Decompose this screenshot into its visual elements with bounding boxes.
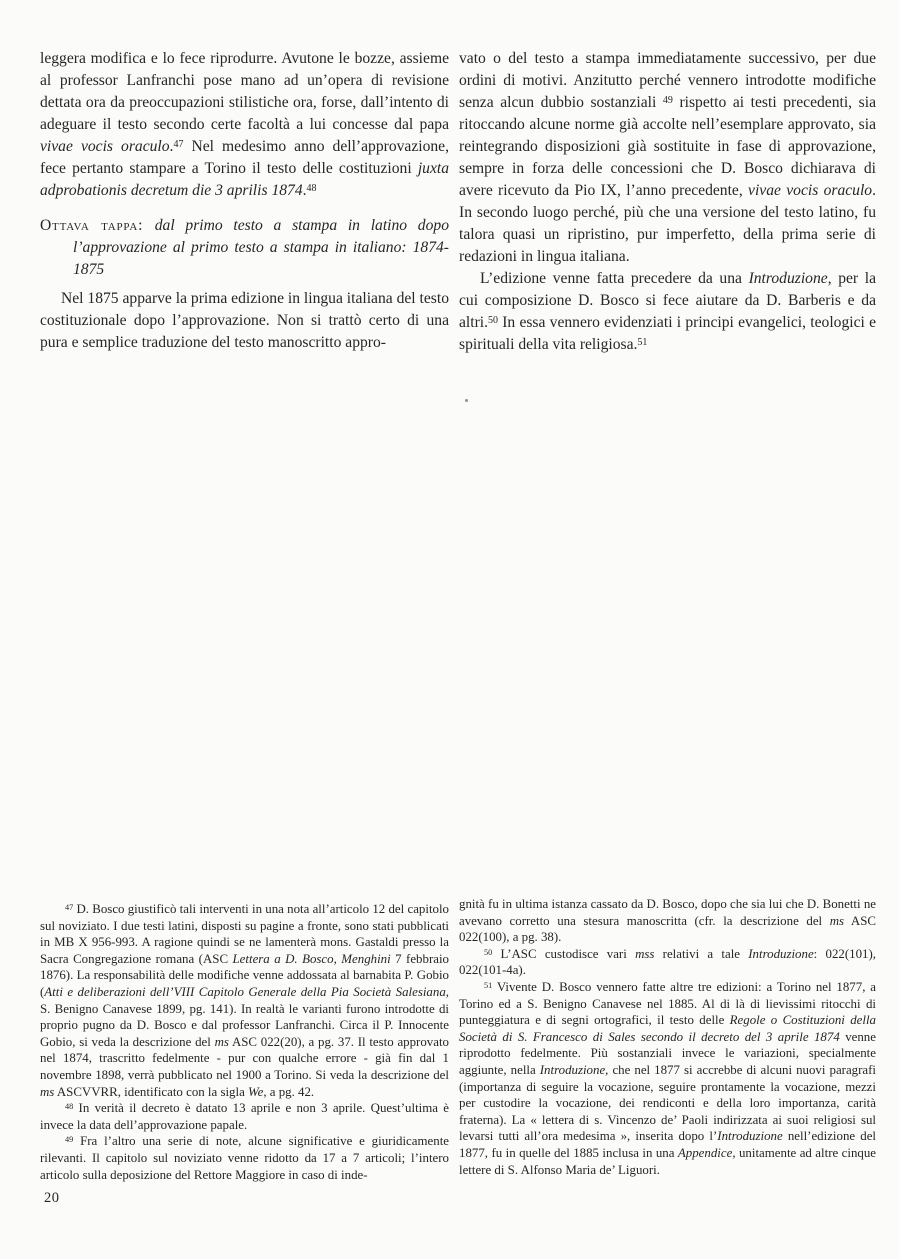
footnote-50: $^{50}$ L’ASC custodisce vari mss relativi a tale Introduzione: 022(101), 022(101-4a). [459, 946, 876, 978]
footnote-reference: 49 [662, 95, 673, 107]
footnote-48: $^{48}$ In verità il decreto è datato 13 aprile e non 3 aprile. Quest’ultima è invece la data dell’approvazione papale. [40, 1101, 449, 1132]
footnote-49: $^{49}$ Fra l’altro una serie di note, alcune significative e giuridicamente rilevanti. Il capitolo sul noviziato venne ridotto da 17 a 7 articoli; l’intero articolo sulla deposizione del Rettore Maggiore in caso di inde- [40, 1134, 449, 1182]
main-text-right-column [459, 48, 876, 356]
main-text-left-column [40, 48, 449, 354]
footnotes-right-column [459, 896, 876, 1178]
page-number: 20 [44, 1190, 60, 1206]
paragraph-continuation: vato o del testo a stampa immediatamente successivo, per due ordini di motivi. Anzitutto perché vennero introdotte modifiche senza alcun dubbio sostanziali $^{49}$ rispetto ai testi precedenti, sia ritoccando alcune norme già accolte nell’esemplare approvato, sia reintegrando disposizioni già sostituite in fase di approvazione, sempre in forza delle concessioni che D. Bosco dichiarava di avere ricevuto da Pio IX, l’anno precedente, vivae vocis oraculo. In secondo luogo perché, più che una versione del testo latino, fu talora quasi un ripristino, pur imperfetto, della prima serie di redazioni in lingua italiana. [459, 50, 876, 265]
footnote-49-continuation: gnità fu in ultima istanza cassato da D. Bosco, dopo che sia lui che D. Bonetti ne avevano corretto una stesura manoscritta (cfr. la descrizione del ms ASC 022(100), a pg. 38). [459, 897, 876, 945]
footnote-reference: 50 [484, 947, 493, 957]
footnote-reference: 51 [484, 980, 493, 990]
footnote-reference: 49 [65, 1135, 74, 1145]
scan-speck [465, 399, 468, 402]
footnote-reference: 48 [306, 183, 317, 195]
footnote-reference: 48 [65, 1102, 74, 1111]
footnote-reference: 50 [488, 315, 498, 327]
section-heading: Ottava tappa: dal primo testo a stampa in latino dopo l’approvazione al primo testo a stampa in italiano: 1874-1875 [40, 217, 449, 278]
footnote-reference: 47 [173, 139, 184, 151]
footnote-47: $^{47}$ D. Bosco giustificò tali interventi in una nota all’articolo 12 del capitolo sul noviziato. I due testi latini, disposti su pagine a fronte, sono stati pubblicati in MB X 956-993. A ragione quindi se ne lamenterà mons. Gastaldi presso la Sacra Congregazione romana (ASC Lettera a D. Bosco, Menghini 7 febbraio 1876). La responsabilità delle modifiche venne addossata al barnabita P. Gobio (Atti e deliberazioni dell’VIII Capitolo Generale della Pia Società Salesiana, S. Benigno Canavese 1899, pg. 141). In realtà le varianti furono introdotte di proprio pugno da D. Bosco e dal professor Lanfranchi. Circa il P. Innocente Gobio, si veda la descrizione del ms ASC 022(20), a pg. 37. Il testo approvato nel 1874, trascritto fedelmente - pur con qualche errore - già fin dal 1 novembre 1898, verrà pubblicato nel 1900 a Torino. Si veda la descrizione del ms ASCVVRR, identificato con la sigla We, a pg. 42. [40, 902, 449, 1099]
footnote-51: $^{51}$ Vivente D. Bosco vennero fatte altre tre edizioni: a Torino nel 1877, a Torino ed a S. Benigno Canavese nel 1885. Al di là di lievissimi ritocchi di punteggiatura e di segni ortografici, il testo delle Regole o Costituzioni della Società di S. Francesco di Sales secondo il decreto del 3 aprile 1874 venne riprodotto fedelmente. Più sostanziali invece le variazioni, specialmente aggiunte, nella Introduzione, che nel 1877 si accrebbe di alcuni nuovi paragrafi (importanza di seguire la vocazione, seguire prontamente la vocazione, mezzi per custodire la vocazione, dei rendiconti e della loro importanza, carità fraterna). La « lettera di s. Vincenzo de’ Paoli indirizzata ai suoi religiosi sul levarsi tutti all’ora medesima », inserita dopo l’Introduzione nell’edizione del 1877, fu in quelle del 1885 inclusa in una Appendice, unitamente ad altre cinque lettere di S. Alfonso Maria de’ Liguori. [459, 979, 877, 1177]
footnote-reference: 47 [65, 902, 74, 912]
footnotes-left-column [40, 901, 449, 1183]
paragraph: L’edizione venne fatta precedere da una Introduzione, per la cui composizione D. Bosco si fece aiutare da D. Barberis e da altri.$^{50}$ In essa vennero evidenziati i principi evangelici, teologici e spirituali della vita religiosa.$^{51}$ [459, 270, 876, 353]
paragraph-continuation: leggera modifica e lo fece riprodurre. Avutone le bozze, assieme al professor Lanfranchi pose mano ad un’opera di revisione dettata ora da preoccupazioni stilistiche ora, forse, dall’intento di adeguare il testo secondo certe facoltà a lui concesse dal papa vivae vocis oraculo.$^{47}$ Nel medesimo anno dell’approvazione, fece pertanto stampare a Torino il testo delle costituzioni juxta adprobationis decretum die 3 aprilis 1874.48 [40, 50, 449, 199]
footnote-reference: 51 [637, 337, 648, 349]
paragraph: Nel 1875 apparve la prima edizione in lingua italiana del testo costituzionale dopo l’approvazione. Non si trattò certo di una pura e semplice traduzione del testo manoscritto appro- [40, 290, 449, 351]
